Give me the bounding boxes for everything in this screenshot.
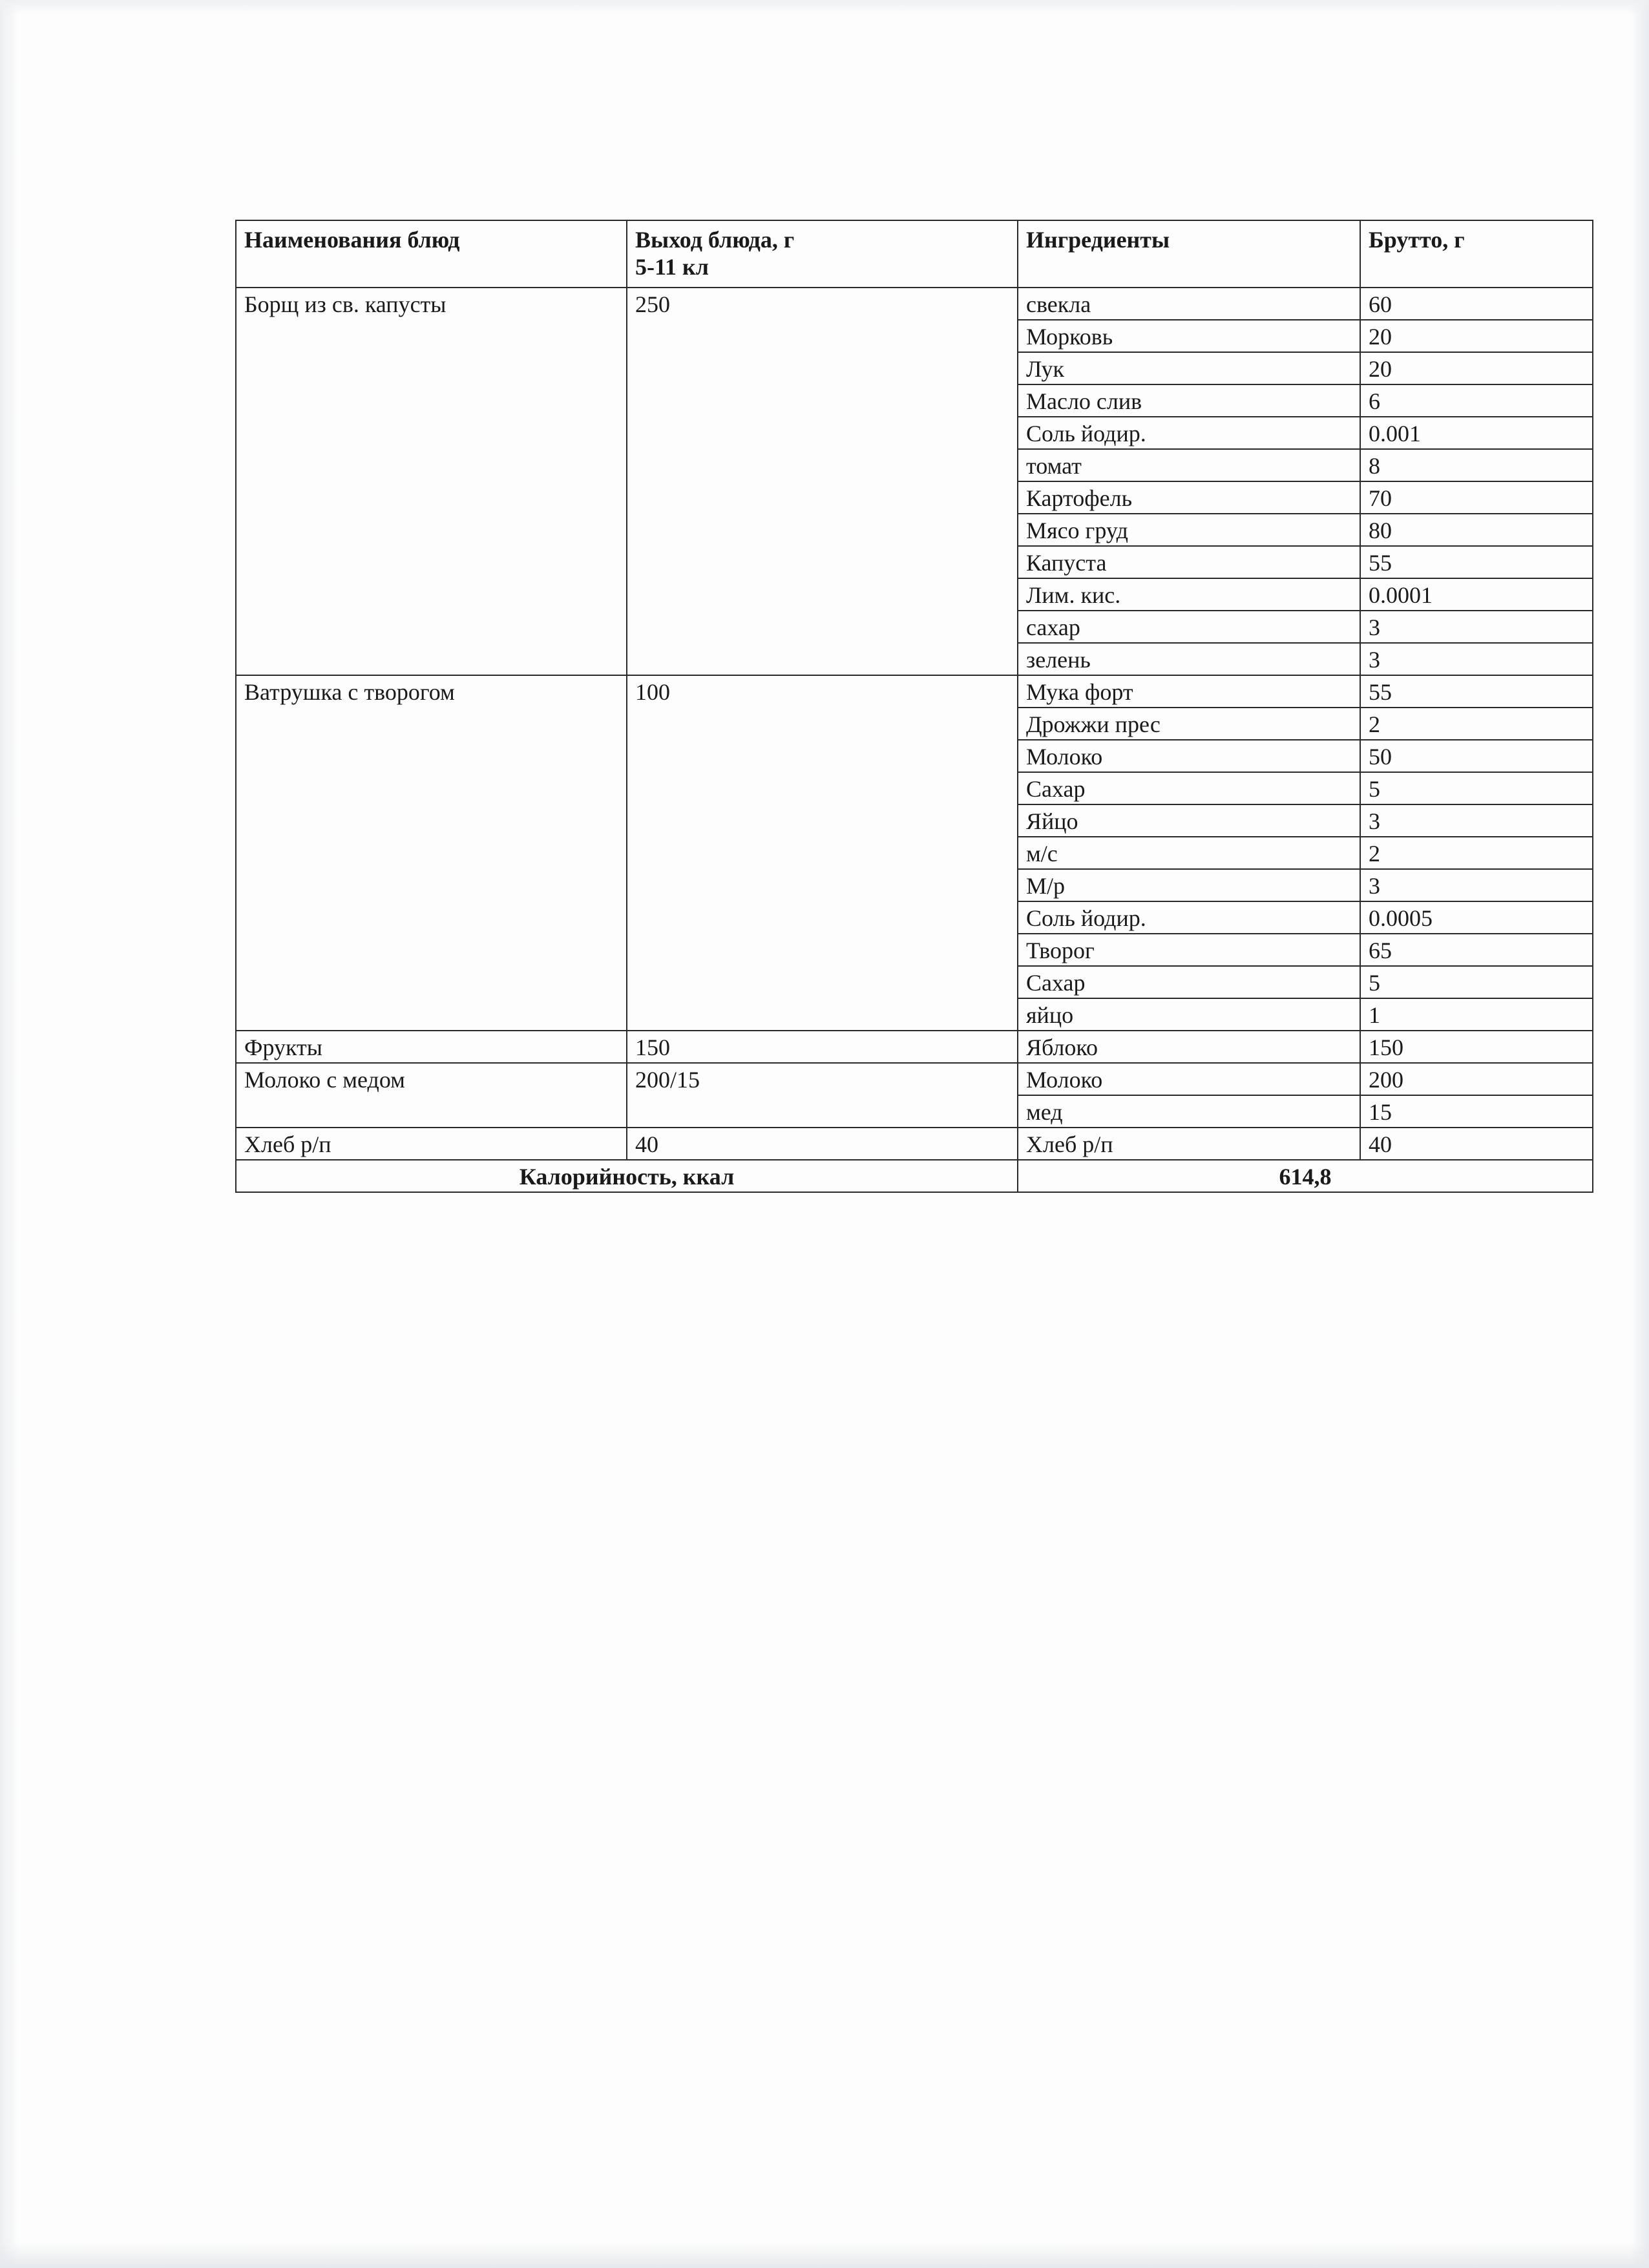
header-ingredients: Ингредиенты: [1018, 220, 1360, 288]
header-row: [236, 220, 1593, 288]
total-value: 614,8: [1018, 1160, 1593, 1192]
dish-name-cell: Фрукты: [236, 1031, 627, 1063]
dish-name-cell: Молоко с медом: [236, 1063, 627, 1128]
ingredient-name-cell: Сахар: [1018, 966, 1360, 998]
ingredient-gross-cell: 80: [1360, 514, 1593, 546]
table-row: [236, 675, 1593, 708]
ingredient-name-cell: Молоко: [1018, 1063, 1360, 1095]
ingredient-name-cell: свекла: [1018, 288, 1360, 320]
ingredient-gross-cell: 40: [1360, 1128, 1593, 1160]
ingredient-gross-cell: 0.0001: [1360, 578, 1593, 611]
header-yield: [627, 220, 1018, 288]
ingredient-gross-cell: 55: [1360, 675, 1593, 708]
ingredient-gross-cell: 60: [1360, 288, 1593, 320]
ingredient-gross-cell: 3: [1360, 869, 1593, 901]
ingredient-name-cell: томат: [1018, 449, 1360, 481]
ingredient-gross-cell: 70: [1360, 481, 1593, 514]
dish-name-cell: Хлеб р/п: [236, 1128, 627, 1160]
scan-edge-bottom: [0, 2242, 1649, 2268]
scan-edge-top: [0, 0, 1649, 14]
ingredient-name-cell: Сахар: [1018, 772, 1360, 804]
ingredient-gross-cell: 6: [1360, 384, 1593, 417]
ingredient-name-cell: Яблоко: [1018, 1031, 1360, 1063]
ingredient-name-cell: Масло слив: [1018, 384, 1360, 417]
ingredient-name-cell: сахар: [1018, 611, 1360, 643]
total-row: [236, 1160, 1593, 1192]
dish-yield-cell: 100: [627, 675, 1018, 1031]
ingredient-name-cell: зелень: [1018, 643, 1360, 675]
header-gross: Брутто, г: [1360, 220, 1593, 288]
ingredient-gross-cell: 150: [1360, 1031, 1593, 1063]
ingredient-name-cell: М/р: [1018, 869, 1360, 901]
ingredient-gross-cell: 3: [1360, 643, 1593, 675]
ingredient-name-cell: Хлеб р/п: [1018, 1128, 1360, 1160]
ingredient-gross-cell: 15: [1360, 1095, 1593, 1128]
ingredient-name-cell: Соль йодир.: [1018, 901, 1360, 934]
ingredient-gross-cell: 8: [1360, 449, 1593, 481]
ingredient-gross-cell: 5: [1360, 772, 1593, 804]
header-yield-line1: Выход блюда, г: [635, 227, 795, 253]
ingredient-name-cell: м/с: [1018, 837, 1360, 869]
ingredient-gross-cell: 5: [1360, 966, 1593, 998]
ingredient-name-cell: Картофель: [1018, 481, 1360, 514]
dish-yield-cell: 40: [627, 1128, 1018, 1160]
total-label: Калорийность, ккал: [236, 1160, 1018, 1192]
ingredient-name-cell: Молоко: [1018, 740, 1360, 772]
ingredient-gross-cell: 55: [1360, 546, 1593, 578]
dish-yield-cell: 200/15: [627, 1063, 1018, 1128]
ingredient-gross-cell: 1: [1360, 998, 1593, 1031]
dish-yield-cell: 150: [627, 1031, 1018, 1063]
ingredient-gross-cell: 2: [1360, 837, 1593, 869]
ingredient-gross-cell: 200: [1360, 1063, 1593, 1095]
ingredient-gross-cell: 3: [1360, 804, 1593, 837]
ingredient-gross-cell: 20: [1360, 352, 1593, 384]
ingredient-gross-cell: 20: [1360, 320, 1593, 352]
ingredient-gross-cell: 0.001: [1360, 417, 1593, 449]
ingredient-name-cell: Мясо груд: [1018, 514, 1360, 546]
ingredient-gross-cell: 0.0005: [1360, 901, 1593, 934]
ingredient-gross-cell: 2: [1360, 708, 1593, 740]
ingredient-name-cell: Лим. кис.: [1018, 578, 1360, 611]
ingredient-name-cell: мед: [1018, 1095, 1360, 1128]
table-row: [236, 288, 1593, 320]
ingredient-name-cell: Мука форт: [1018, 675, 1360, 708]
dish-yield-cell: 250: [627, 288, 1018, 675]
scan-edge-left: [0, 0, 18, 2268]
ingredient-name-cell: Творог: [1018, 934, 1360, 966]
table-row: [236, 1128, 1593, 1160]
table-row: [236, 1031, 1593, 1063]
ingredient-name-cell: Дрожжи прес: [1018, 708, 1360, 740]
menu-table: [235, 220, 1593, 1193]
menu-body: [236, 288, 1593, 1160]
ingredient-name-cell: Соль йодир.: [1018, 417, 1360, 449]
table-row: [236, 1063, 1593, 1095]
ingredient-gross-cell: 3: [1360, 611, 1593, 643]
ingredient-gross-cell: 65: [1360, 934, 1593, 966]
ingredient-gross-cell: 50: [1360, 740, 1593, 772]
dish-name-cell: Борщ из св. капусты: [236, 288, 627, 675]
header-yield-line2: 5-11 кл: [635, 254, 709, 280]
dish-name-cell: Ватрушка с творогом: [236, 675, 627, 1031]
ingredient-name-cell: Яйцо: [1018, 804, 1360, 837]
ingredient-name-cell: Морковь: [1018, 320, 1360, 352]
header-dish-name: Наименования блюд: [236, 220, 627, 288]
scan-edge-right: [1630, 0, 1649, 2268]
ingredient-name-cell: Лук: [1018, 352, 1360, 384]
ingredient-name-cell: Капуста: [1018, 546, 1360, 578]
ingredient-name-cell: яйцо: [1018, 998, 1360, 1031]
